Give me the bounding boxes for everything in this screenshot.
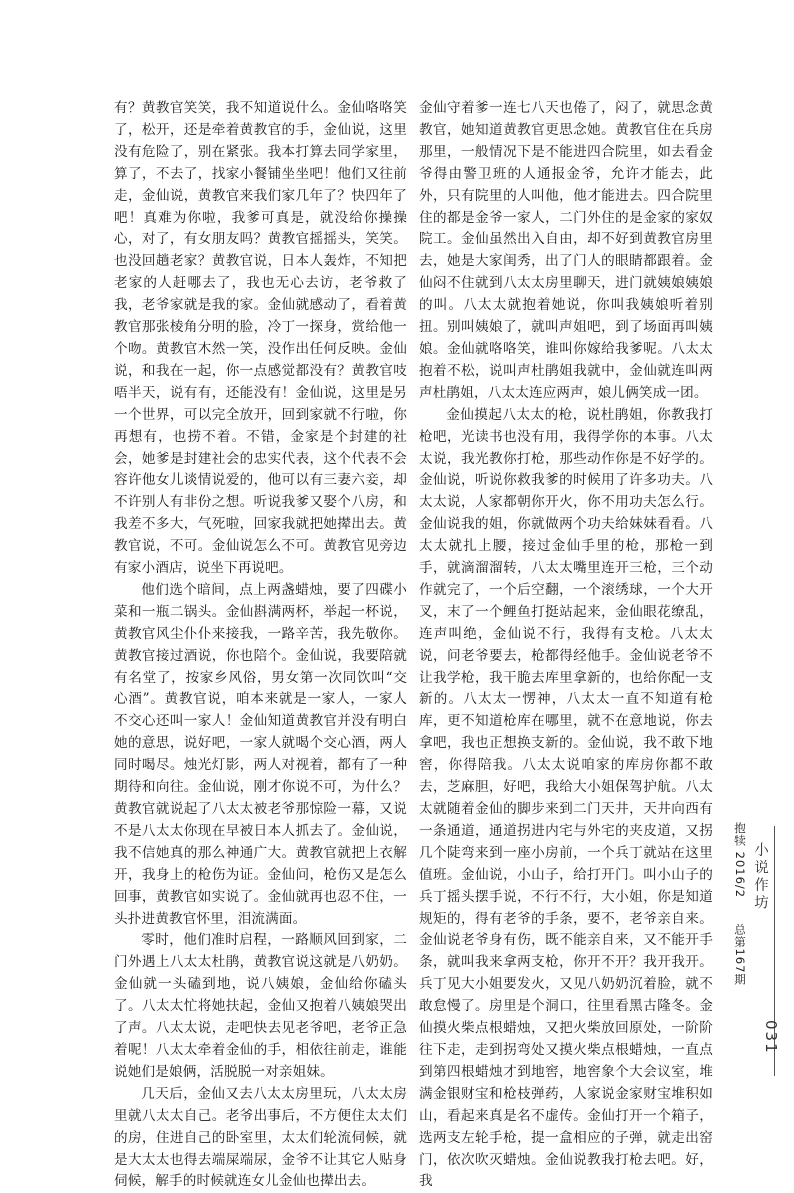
section-title: 小说作坊 — [752, 842, 768, 912]
total-issue: 总第167期 — [733, 923, 747, 986]
magazine-name: 抱犊 — [733, 822, 747, 847]
paragraph: 有？黄教官笑笑，我不知道说什么。金仙咯咯笑了，松开，还是牵着黄教官的手，金仙说，这里没有危险了，别在紧张。我本打算去同学家里，算了，不去了，找家小餐铺坐坐吧！他们又往前走，金仙说，黄教官来我们家几年了？快四年了吧！真难为你啦，我爹可真是，就没给你操操心，对了，有女朋友吗？黄教官摇摇头，笑笑。也没回趟老家？黄教官说，日本人轰炸，不知把老家的人赶哪去了，我也无心去访，老爷救了我，老爷家就是我的家。金仙就感动了，看着黄教官那张棱角分明的脸，冷丁一探身，赏给他一个吻。黄教官木然一笑，没作出任何反映。金仙说，和我在一起，你一点感觉都没有？黄教官吱唔半天，说有有，还能没有！金仙说，这里是另一个世界，可以完全放开，回到家就不行啦，你再想有，也捞不着。不错，金家是个封建的社会，她爹是封建社会的忠实代表，这个代表不会容许他女儿谈情说爱的，他可以有三妻六妾，却不许别人有非份之想。听说我爹又娶个八房，和我差不多大，气死啦，回家我就把她撵出去。黄教官说，不可。金仙说怎么不可。黄教官见旁边有家小酒店，说坐下再说吧。 — [114, 100, 407, 577]
page-number: 031 — [762, 1020, 780, 1055]
issue-info — [732, 822, 748, 986]
left-column — [114, 98, 407, 1193]
paragraph: 几天后，金仙又去八太太房里玩，八太太房里就八太太自己。老爷出事后，不方便住太太们的房，住进自己的卧室里，太太们轮流伺候，就是大太太也得去端屎端尿，金爷不让其它人贴身伺候，解手的时候就连女儿金仙也撵出去。 — [114, 1085, 407, 1190]
paragraph: 金仙守着爹一连七八天也倦了，闷了，就思念黄教官，她知道黄教官更思念她。黄教官住在兵房那里，一般情况下是不能进四合院里，如去看金爷得由警卫班的人通报金爷，允许才能去，此外，只有院里的人叫他，他才能进去。四合院里住的都是金爷一家人，二门外住的是金家的家奴院工。金仙虽然出入自由，却不好到黄教官房里去，她是大家闺秀，出了门人的眼睛都跟着。金仙闷不住就到八太太房里聊天，进门就姨娘姨娘的叫。八太太就抱着她说，你叫我姨娘听着别扭。别叫姨娘了，就叫声姐吧，到了场面再叫姨娘。金仙就咯咯笑，谁叫你嫁给我爹呢。八太太抱着不松，说叫声杜鹃姐我就中，金仙就连叫两声杜鹃姐，八太太连应两声，娘儿俩笑成一团。 — [419, 100, 713, 401]
paragraph: 他们选个暗间，点上两盏蜡烛，要了四碟小菜和一瓶二锅头。金仙斟满两杯，举起一杯说，黄教官风尘仆仆来接我，一路辛苦，我先敬你。黄教官接过酒说，你也陪个。金仙说，我要陪就有名堂了，按家乡风俗，男女第一次同饮叫“交心酒”。黄教官说，咱本来就是一家人，一家人不交心还叫一家人！金仙知道黄教官并没有明白她的意思，说好吧，一家人就喝个交心酒，两人同时喝尽。烛光灯影，两人对视着，都有了一种期待和向往。金仙说，刚才你说不可，为什么？黄教官就说起了八太太被老爷那惊险一幕，又说不是八太太你现在早被日本人抓去了。金仙说，我不信她真的那么神通广大。黄教官就把上衣解开，我身上的枪伤为证。金仙问，枪伤又是怎么回事，黄教官如实说了。金仙就再也忍不住，一头扑进黄教官怀里，泪流满面。 — [114, 581, 407, 927]
paragraph: 零时，他们准时启程，一路顺风回到家，二门外遇上八太太杜鹃，黄教官说这就是八奶奶。金仙就一头磕到地，说八姨娘，金仙给你磕头了。八太太忙将她扶起，金仙又抱着八姨娘哭出了声。八太太说，走吧快去见老爷吧，老爷正急着呢！八太太牵着金仙的手，相依往前走，谁能说她们是娘俩，活脱脱一对亲姐妹。 — [114, 932, 407, 1080]
paragraph: 金仙摸起八太太的枪，说杜鹃姐，你教我打枪吧，光读书也没有用，我得学你的本事。八太太说，我光教你打枪，那些动作你是不好学的。金仙说，听说你救我爹的时候用了许多功夫。八太太说，人家都朝你开火，你不用功夫怎么行。金仙说我的姐，你就做两个功夫给妹妹看看。八太太就扎上腰，接过金仙手里的枪，那枪一到手，就滴溜溜转，八太太嘴里连开三枪，三个动作就完了，一个后空翻，一个滚绣球，一个大开叉，末了一个鲤鱼打挺站起来，金仙眼花缭乱，连声叫绝，金仙说不行，我得有支枪。八太太说，问老爷要去，枪都得经他手。金仙说老爷不让我学枪，我干脆去库里拿新的，也给你配一支新的。八太太一愣神，八太太一直不知道有枪库，更不知道枪库在哪里，就不在意地说，你去拿吧，我也正想换支新的。金仙说，我不敢下地窖，你得陪我。八太太说咱家的库房你都不敢去，芝麻胆，好吧，我给大小姐保驾护航。八太太就随着金仙的脚步来到二门天井，天井向西有一条通道，通道拐进内宅与外宅的夹皮道，又拐几个陡弯来到一座小房前，一个兵丁就站在这里值班。金仙说，小山子，给打开门。叫小山子的兵丁摇头摆手说，不行不行，大小姐，你是知道规矩的，得有老爷的手条，要不，老爷亲自来。金仙说老爷身有伤，既不能亲自来，又不能开手条，就叫我来拿两支枪，你开不开？我开我开。兵丁见大小姐要发火，又见八奶奶沉着脸，就不敢怠慢了。房里是个洞口，往里看黑古隆冬。金仙摸火柴点根蜡烛，又把火柴放回原处，一阶阶往下走，走到拐弯处又摸火柴点根蜡烛，一直点到第四根蜡烛才到地窖，地窖象个大会议室，堆满金银财宝和枪枝弹药，人家说金家财宝堆积如山，看起来真是名不虚传。金仙打开一个箱子，选两支左轮手枪，提一盒相应的子弹，就走出窑门，依次吹灭蜡烛。金仙说教我打枪去吧。好，我 — [419, 406, 713, 1190]
right-column — [419, 98, 713, 1193]
issue-number: 2016/2 — [733, 851, 747, 899]
